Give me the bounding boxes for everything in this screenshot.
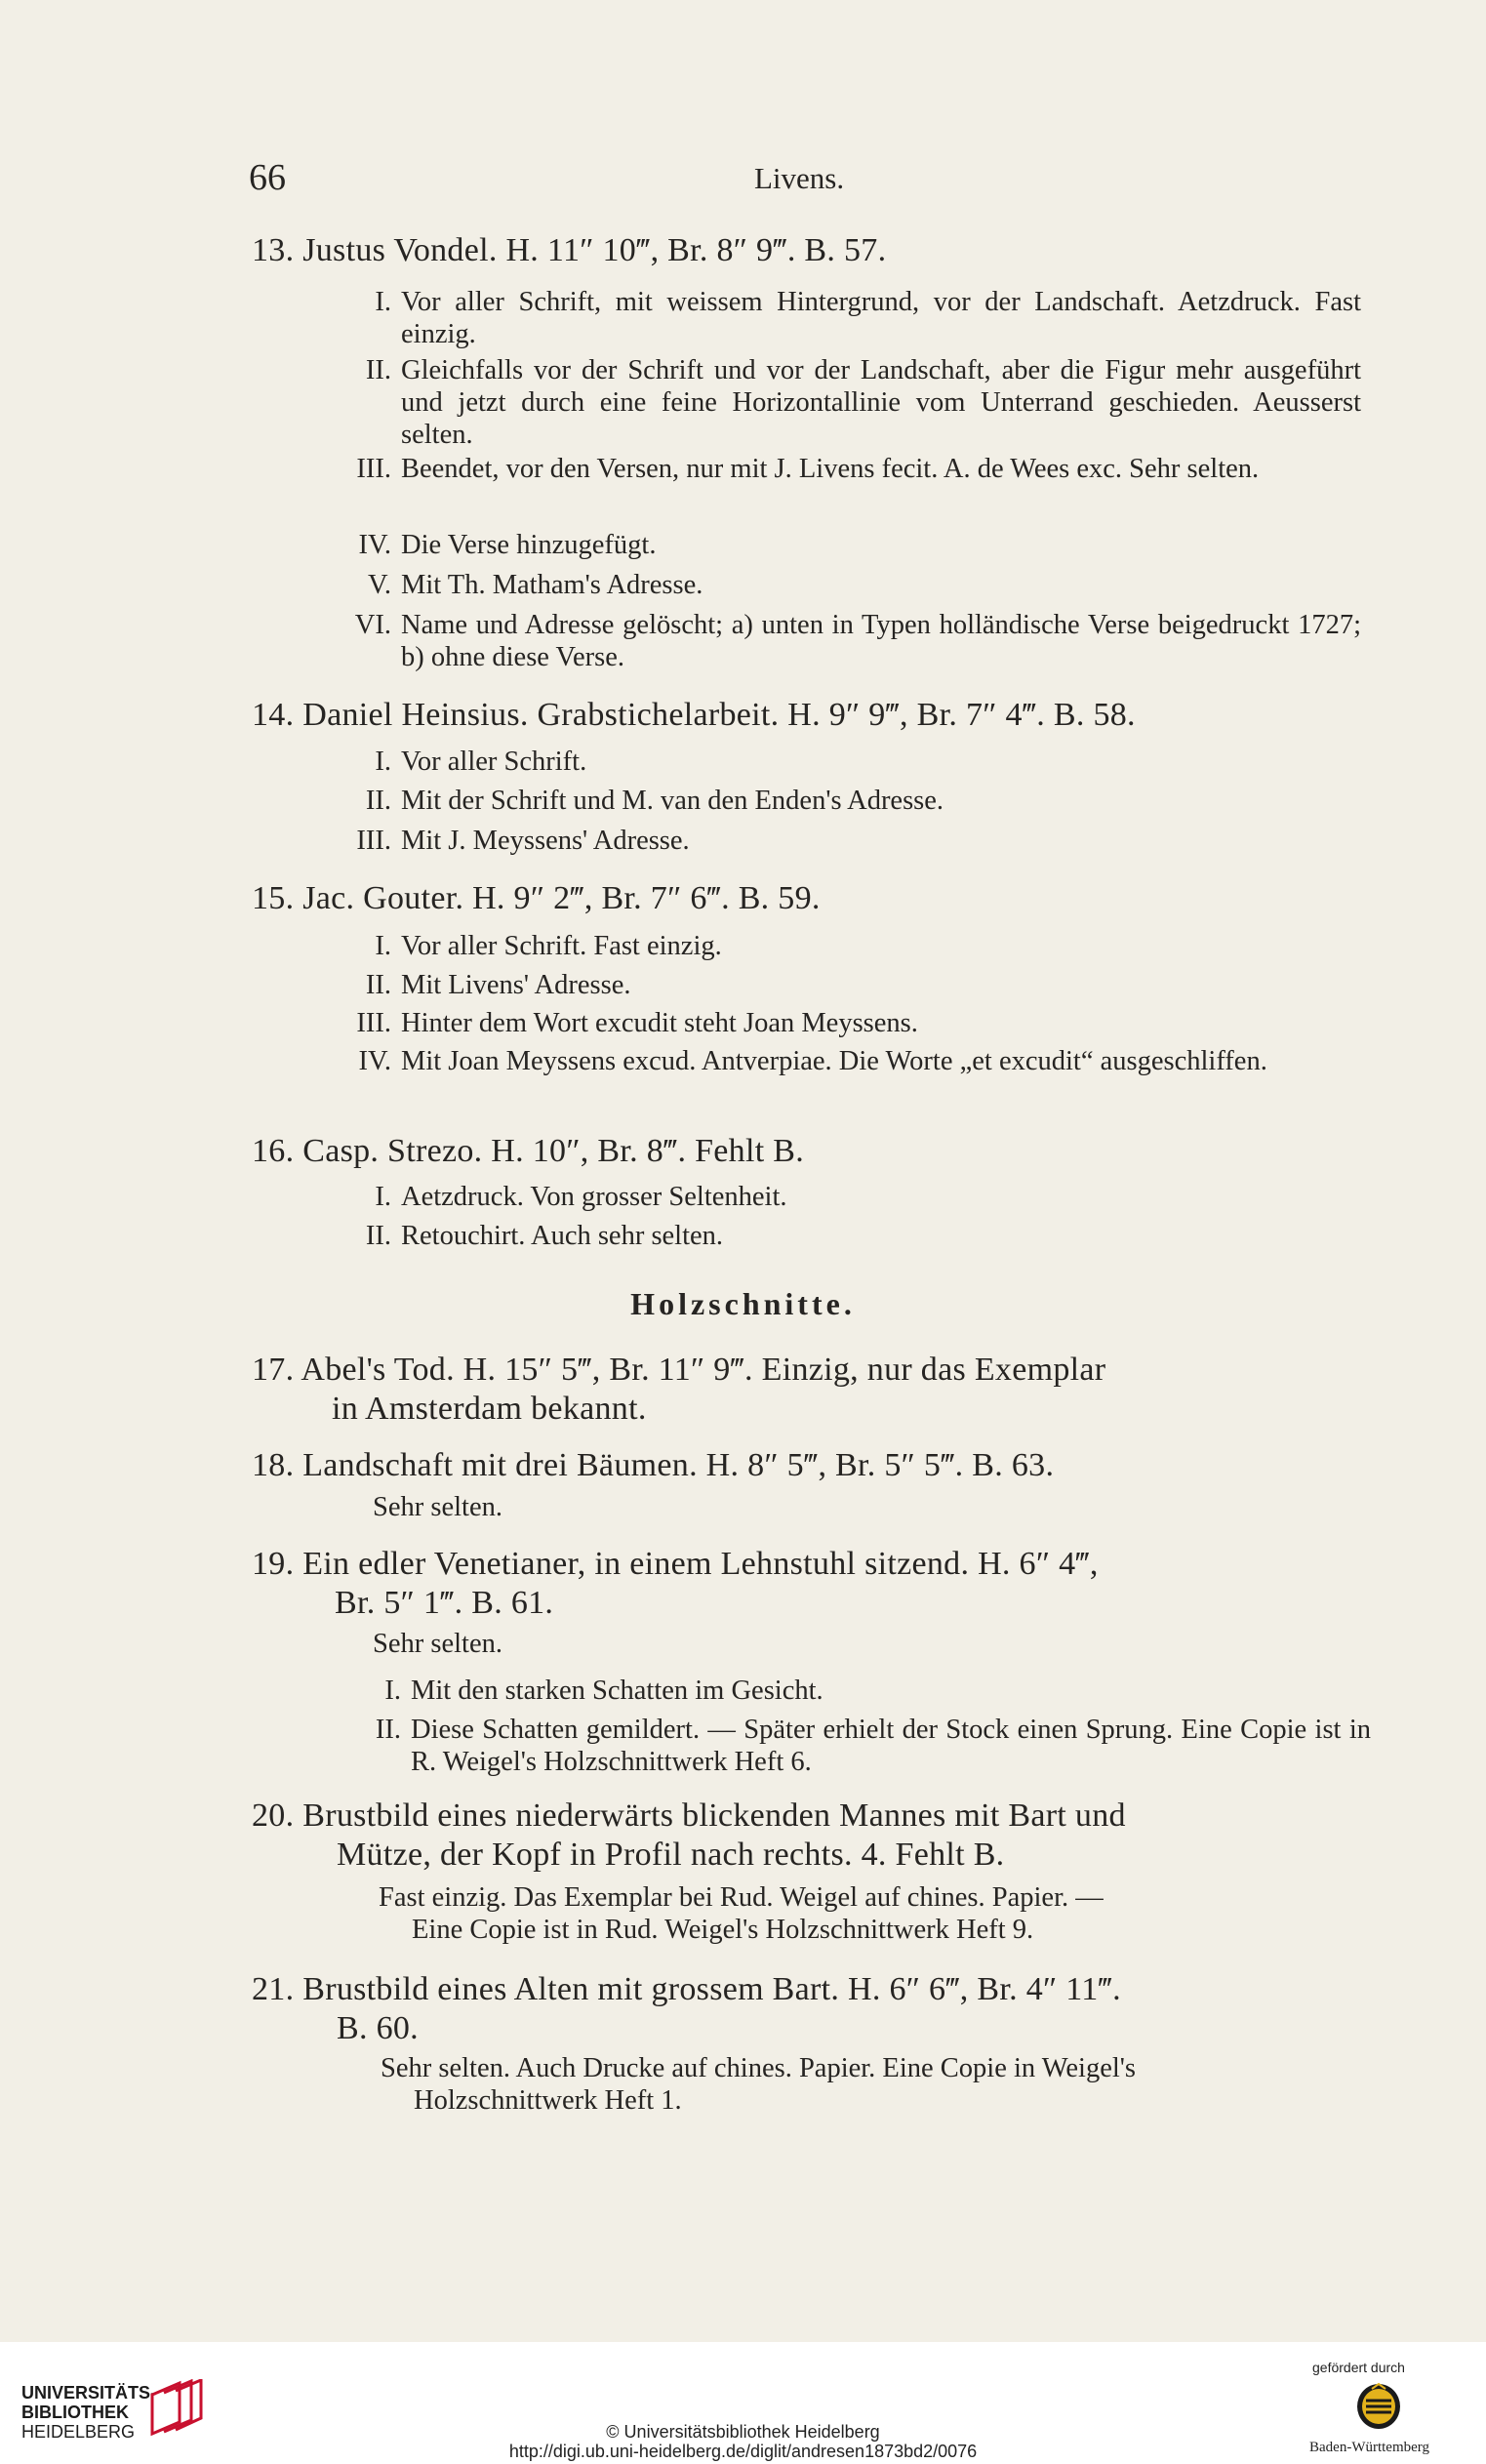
catalog-entry-16 (252, 1132, 1364, 1171)
state-numeral: I. (375, 1182, 391, 1212)
state-item (327, 529, 1361, 561)
entry-number: 14. (252, 697, 295, 733)
state-text: Vor aller Schrift. Fast einzig. (401, 931, 722, 961)
entry-note (379, 1881, 1374, 1946)
state-text: Aetzdruck. Von grosser Seltenheit. (401, 1182, 787, 1212)
entry-title: Brustbild eines niederwärts blickenden Mannes mit Bart und (302, 1798, 1126, 1834)
state-item (327, 1220, 1361, 1252)
permalink-url[interactable]: http://digi.ub.uni-heidelberg.de/diglit/andresen1873bd2/0076 (508, 2442, 978, 2461)
entry-number: 20. (252, 1798, 295, 1834)
copyright-text: © Universitätsbibliothek Heidelberg (606, 2422, 880, 2442)
entry-number: 19. (252, 1546, 295, 1582)
state-item (337, 1714, 1371, 1778)
entry-title-continued: Mütze, der Kopf in Profil nach rechts. 4. Fehlt B. (337, 1837, 1005, 1873)
entry-note-line: Eine Copie ist in Rud. Weigel's Holzschnittwerk Heft 9. (412, 1915, 1034, 1945)
state-item (327, 969, 1361, 1001)
entry-number: 13. (252, 232, 295, 268)
entry-number: 16. (252, 1133, 295, 1169)
state-text: Mit Livens' Adresse. (401, 970, 631, 1000)
entry-number: 17. (252, 1352, 295, 1388)
catalog-entry-19 (252, 1545, 1364, 1623)
state-text: Hinter dem Wort excudit steht Joan Meyssens. (401, 1008, 918, 1038)
state-text: Mit der Schrift und M. van den Enden's Adresse. (401, 786, 944, 816)
catalog-entry-21 (252, 1970, 1364, 2048)
state-text: Die Verse hinzugefügt. (401, 530, 657, 560)
entry-note: Sehr selten. (373, 1629, 502, 1659)
state-item (327, 1045, 1361, 1077)
entry-title: Jac. Gouter. H. 9″ 2‴, Br. 7″ 6‴. B. 59. (302, 880, 821, 916)
entry-number: 18. (252, 1447, 295, 1483)
state-numeral: III. (356, 1008, 391, 1038)
state-item (327, 609, 1361, 673)
entry-number: 21. (252, 1971, 295, 2007)
state-item (327, 1181, 1361, 1213)
running-title: Livens. (754, 161, 845, 195)
state-text: Mit Joan Meyssens excud. Antverpiae. Die Worte „et excudit“ ausgeschliffen. (401, 1046, 1267, 1076)
state-item (327, 453, 1361, 485)
state-numeral: I. (375, 931, 391, 961)
state-item (337, 1675, 1371, 1707)
state-text: Diese Schatten gemildert. — Später erhielt der Stock einen Sprung. Eine Copie ist in R. Weigel's Holzschnittwerk Heft 6. (411, 1715, 1371, 1777)
state-item (327, 1007, 1361, 1039)
state-numeral: VI. (354, 610, 391, 640)
catalog-entry-17 (252, 1351, 1364, 1429)
entry-note-line: Fast einzig. Das Exemplar bei Rud. Weigel auf chines. Papier. — (379, 1882, 1104, 1913)
entry-title: Casp. Strezo. H. 10″, Br. 8‴. Fehlt B. (302, 1133, 805, 1169)
coat-of-arms-icon (1354, 2381, 1403, 2432)
state-item (327, 286, 1361, 350)
state-text: Vor aller Schrift, mit weissem Hintergrund, vor der Landschaft. Aetzdruck. Fast einzig. (401, 287, 1361, 349)
state-numeral: II. (365, 355, 391, 385)
state-text: Beendet, vor den Versen, nur mit J. Livens fecit. A. de Wees exc. Sehr selten. (401, 454, 1260, 484)
state-numeral: III. (356, 826, 391, 856)
state-text: Gleichfalls vor der Schrift und vor der Landschaft, aber die Figur mehr ausgeführt und jetzt durch eine feine Horizontallinie vom Unterrand geschieden. Aeusserst selten. (401, 355, 1361, 450)
entry-note (381, 2052, 1376, 2117)
catalog-entry-14 (252, 696, 1364, 735)
viewer-footer (0, 2342, 1486, 2464)
catalog-entry-13 (252, 231, 1364, 270)
state-numeral: IV. (358, 1046, 391, 1076)
state-name: Baden-Württemberg (1309, 2440, 1430, 2455)
state-numeral: V. (367, 570, 391, 600)
entry-title-continued: B. 60. (337, 2010, 419, 2046)
entry-note-line: Holzschnittwerk Heft 1. (414, 2085, 682, 2116)
state-item (327, 569, 1361, 601)
state-numeral: I. (384, 1676, 401, 1706)
state-numeral: IV. (358, 530, 391, 560)
state-text: Name und Adresse gelöscht; a) unten in Typen holländische Verse beigedruckt 1727; b) ohne diese Verse. (401, 610, 1361, 672)
entry-note-line: Sehr selten. Auch Drucke auf chines. Papier. Eine Copie in Weigel's (381, 2053, 1136, 2083)
entry-note: Sehr selten. (373, 1492, 502, 1522)
library-name-line: UNIVERSITÄTS- (21, 2383, 157, 2403)
state-text: Retouchirt. Auch sehr selten. (401, 1221, 724, 1251)
state-text: Mit Th. Matham's Adresse. (401, 570, 703, 600)
state-numeral: II. (365, 970, 391, 1000)
entry-title: Daniel Heinsius. Grabstichelarbeit. H. 9″ 9‴, Br. 7″ 4‴. B. 58. (302, 697, 1136, 733)
catalog-entry-18 (252, 1446, 1364, 1485)
entry-title: Ein edler Venetianer, in einem Lehnstuhl sitzend. H. 6″ 4‴, (302, 1546, 1099, 1582)
state-text: Vor aller Schrift. (401, 747, 587, 777)
funded-by-label: gefördert durch (1312, 2360, 1405, 2375)
state-numeral: I. (375, 747, 391, 777)
state-item (327, 930, 1361, 962)
state-text: Mit J. Meyssens' Adresse. (401, 826, 690, 856)
page-number: 66 (249, 157, 286, 198)
copyright-notice (0, 2422, 1486, 2461)
library-name-line: BIBLIOTHEK (21, 2403, 129, 2422)
entry-title: Landschaft mit drei Bäumen. H. 8″ 5‴, Br. 5″ 5‴. B. 63. (302, 1447, 1055, 1483)
catalog-entry-15 (252, 879, 1364, 918)
state-item (327, 746, 1361, 778)
library-name-line: HEIDELBERG (21, 2422, 136, 2442)
section-title: Holzschnitte. (630, 1286, 856, 1321)
entry-title-continued: in Amsterdam bekannt. (332, 1391, 647, 1427)
state-numeral: I. (375, 287, 391, 317)
state-item (327, 354, 1361, 451)
state-numeral: II. (365, 786, 391, 816)
state-numeral: III. (356, 454, 391, 484)
state-numeral: II. (375, 1715, 401, 1745)
state-item (327, 825, 1361, 857)
entry-title: Justus Vondel. H. 11″ 10‴, Br. 8″ 9‴. B. 57. (302, 232, 887, 268)
catalog-entry-20 (252, 1797, 1364, 1875)
state-text: Mit den starken Schatten im Gesicht. (411, 1676, 823, 1706)
state-item (327, 785, 1361, 817)
entry-number: 15. (252, 880, 295, 916)
entry-title: Abel's Tod. H. 15″ 5‴, Br. 11″ 9‴. Einzig, nur das Exemplar (301, 1352, 1106, 1388)
state-numeral: II. (365, 1221, 391, 1251)
entry-title-continued: Br. 5″ 1‴. B. 61. (335, 1585, 554, 1621)
entry-title: Brustbild eines Alten mit grossem Bart. H. 6″ 6‴, Br. 4″ 11‴. (302, 1971, 1121, 2007)
